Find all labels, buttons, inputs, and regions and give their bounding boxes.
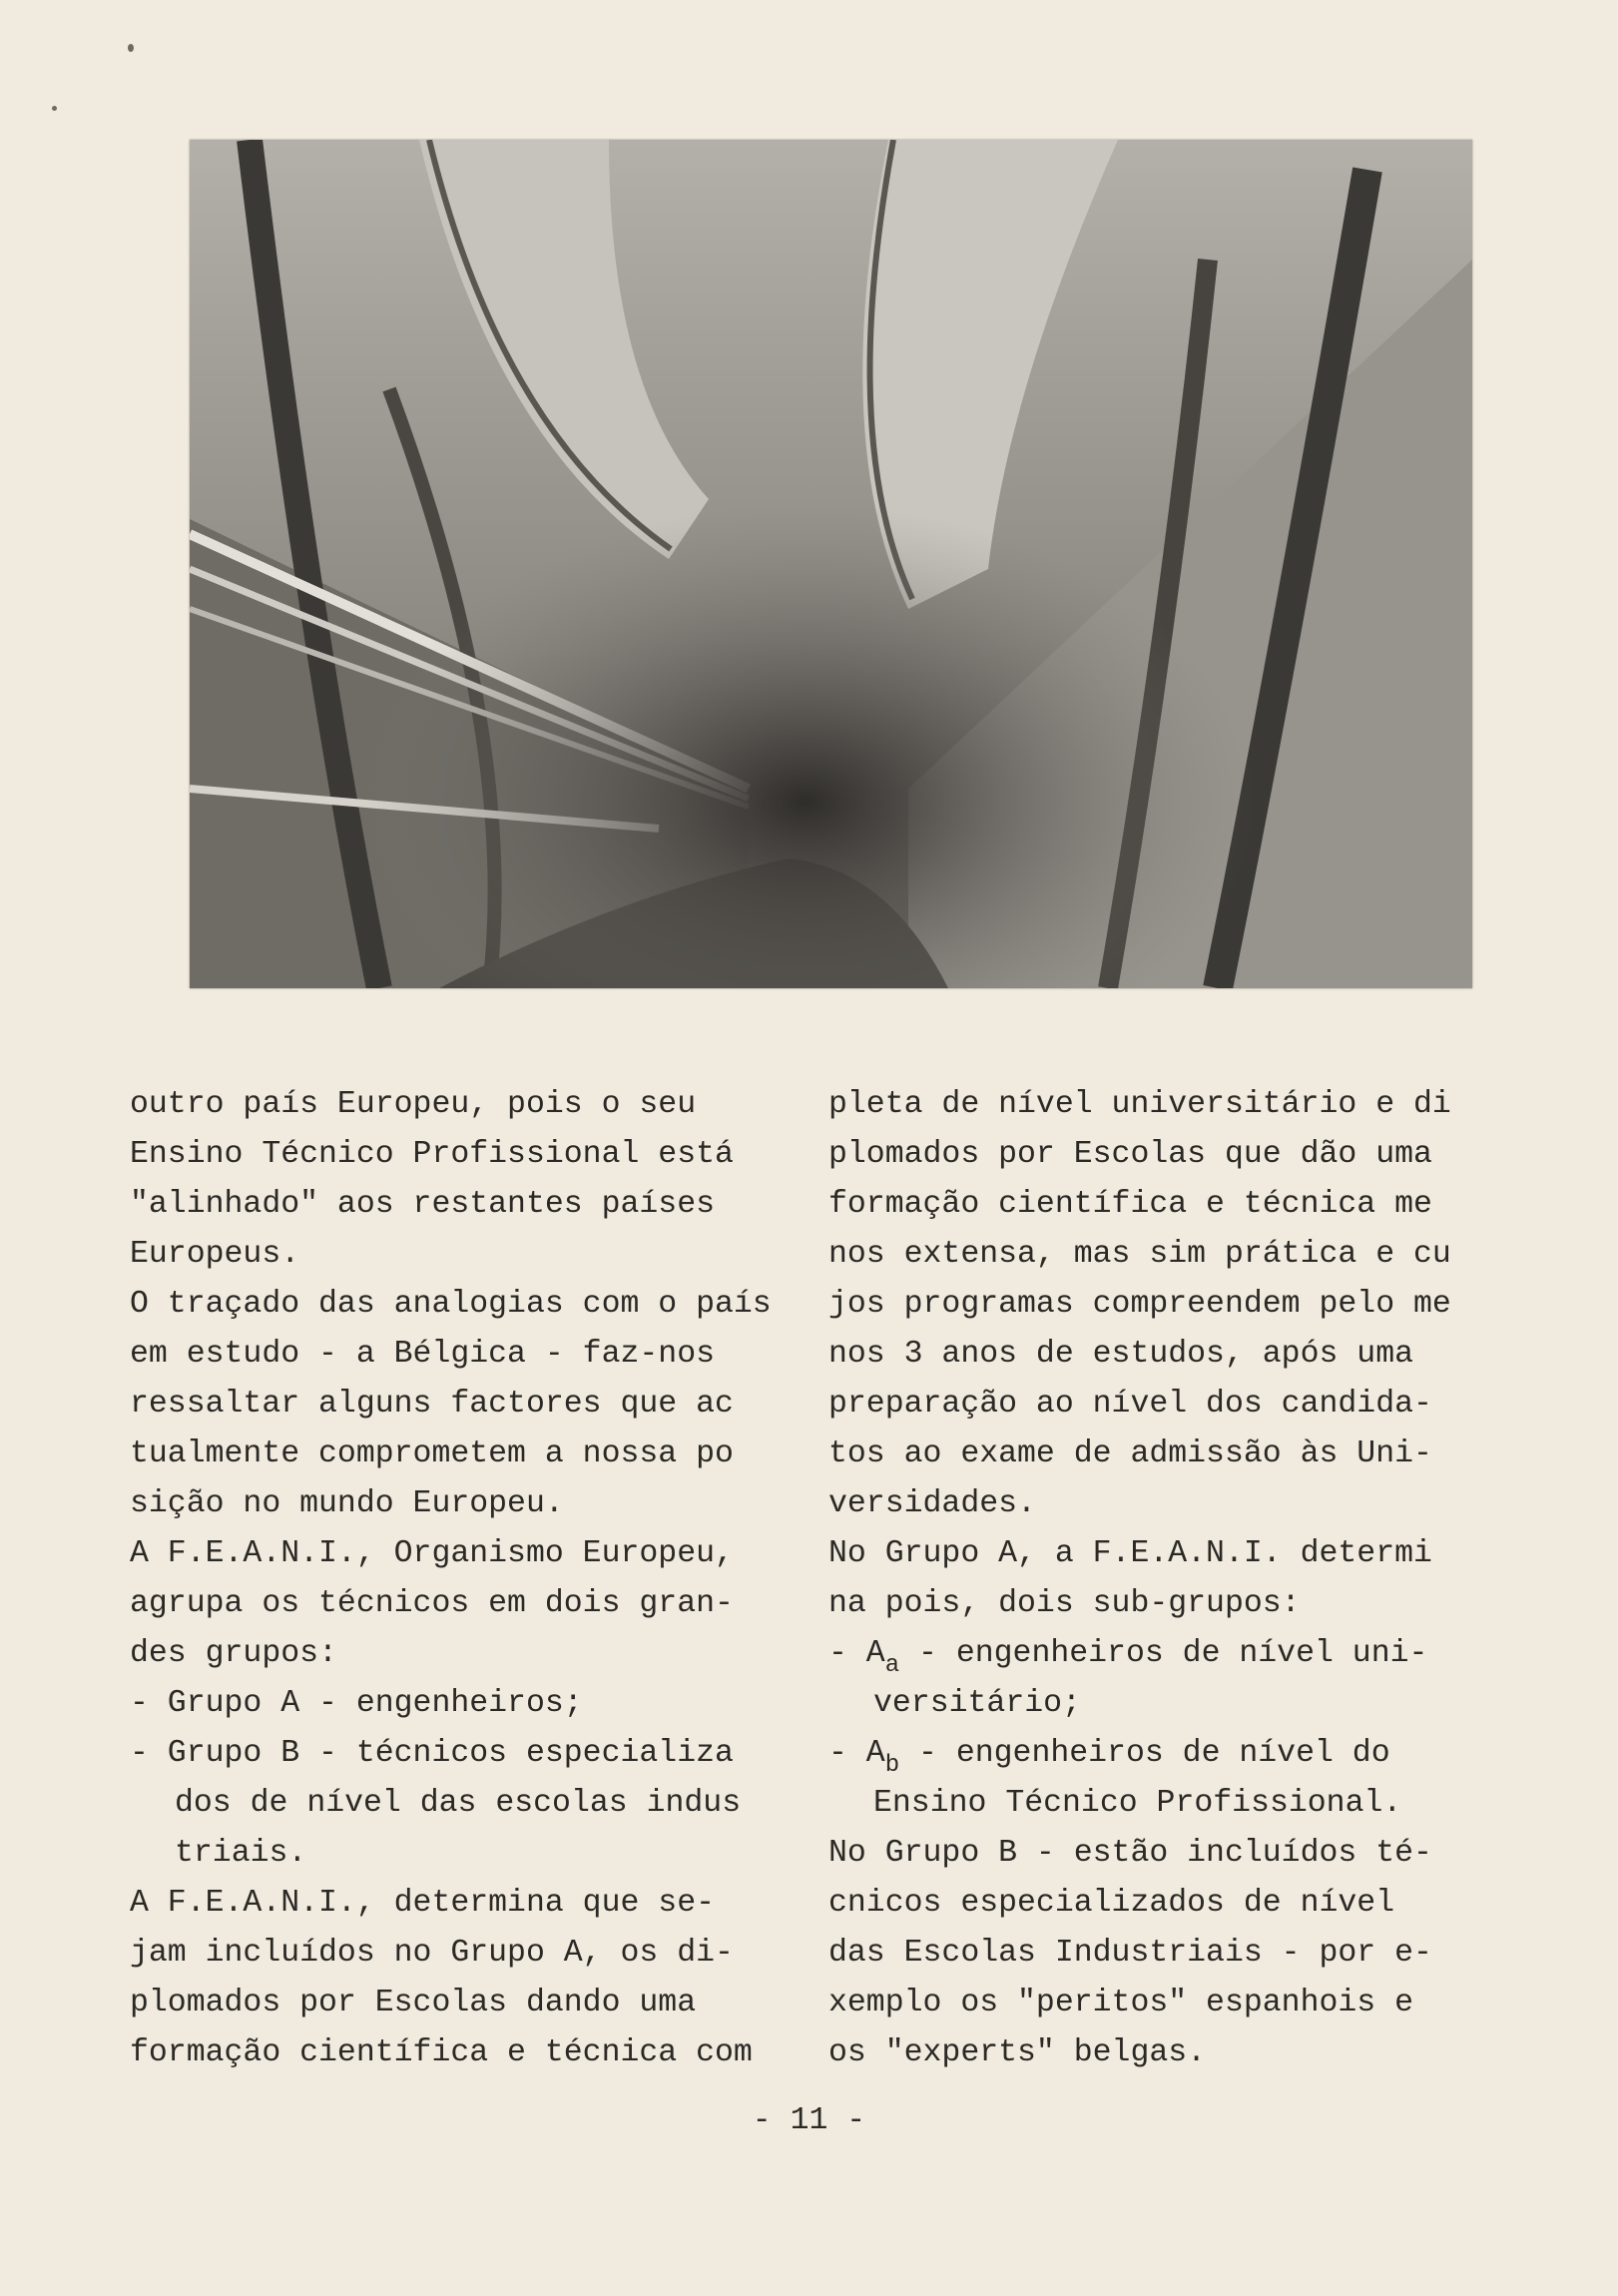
text-line: pleta de nível universitário e di bbox=[828, 1087, 1451, 1122]
text-line: No Grupo B - estão incluídos té- bbox=[828, 1836, 1432, 1871]
text-line: formação científica e técnica com bbox=[130, 2035, 753, 2070]
text-line: O traçado das analogias com o país bbox=[130, 1287, 772, 1322]
subgroup-text: - engenheiros de nível do bbox=[899, 1736, 1390, 1771]
text-line: das Escolas Industriais - por e- bbox=[828, 1936, 1432, 1971]
text-line: nos extensa, mas sim prática e cu bbox=[828, 1237, 1451, 1272]
text-line: formação científica e técnica me bbox=[828, 1187, 1432, 1222]
text-line: A F.E.A.N.I., Organismo Europeu, bbox=[130, 1536, 734, 1571]
text-line: plomados por Escolas dando uma bbox=[130, 1986, 697, 2020]
text-line: em estudo - a Bélgica - faz-nos bbox=[130, 1337, 715, 1372]
list-item-subgroup-ab bbox=[828, 1729, 1492, 1779]
text-line: sição no mundo Europeu. bbox=[130, 1486, 564, 1521]
text-line: plomados por Escolas que dão uma bbox=[828, 1137, 1432, 1172]
text-line: dos de nível das escolas indus bbox=[175, 1786, 742, 1821]
text-line: A F.E.A.N.I., determina que se- bbox=[130, 1886, 715, 1921]
page-number: - 11 - bbox=[752, 2103, 866, 2138]
subgroup-text: - engenheiros de nível uni- bbox=[899, 1636, 1428, 1671]
subgroup-subscript: b bbox=[884, 1752, 900, 1779]
text-line: Europeus. bbox=[130, 1237, 300, 1272]
subgroup-prefix: - A bbox=[828, 1636, 885, 1671]
text-line: "alinhado" aos restantes países bbox=[130, 1187, 715, 1222]
text-line: jam incluídos no Grupo A, os di- bbox=[130, 1936, 734, 1971]
text-line: agrupa os técnicos em dois gran- bbox=[130, 1586, 734, 1621]
text-line: os "experts" belgas. bbox=[828, 2035, 1207, 2070]
text-line: tualmente comprometem a nossa po bbox=[130, 1436, 734, 1471]
text-line: jos programas compreendem pelo me bbox=[828, 1287, 1451, 1322]
text-line: xemplo os "peritos" espanhois e bbox=[828, 1986, 1413, 2020]
right-text-column bbox=[828, 1080, 1492, 2078]
paper-speck bbox=[52, 106, 57, 111]
text-line: cnicos especializados de nível bbox=[828, 1886, 1395, 1921]
tunnel-photo bbox=[190, 140, 1472, 988]
subgroup-subscript: a bbox=[884, 1652, 900, 1679]
text-line: versidades. bbox=[828, 1486, 1036, 1521]
text-line: Ensino Técnico Profissional. bbox=[873, 1786, 1402, 1821]
paper-speck bbox=[128, 44, 134, 52]
list-item-group-b: - Grupo B - técnicos especializa bbox=[130, 1736, 734, 1771]
text-line: na pois, dois sub-grupos: bbox=[828, 1586, 1301, 1621]
text-line: triais. bbox=[175, 1836, 307, 1871]
text-line: des grupos: bbox=[130, 1636, 337, 1671]
text-line: Ensino Técnico Profissional está bbox=[130, 1137, 734, 1172]
list-item-subgroup-aa bbox=[828, 1629, 1492, 1679]
text-line: nos 3 anos de estudos, após uma bbox=[828, 1337, 1413, 1372]
text-line: preparação ao nível dos candida- bbox=[828, 1387, 1432, 1422]
text-line: versitário; bbox=[873, 1686, 1081, 1721]
text-line: ressaltar alguns factores que ac bbox=[130, 1387, 734, 1422]
text-line: tos ao exame de admissão às Uni- bbox=[828, 1436, 1432, 1471]
left-text-column bbox=[130, 1080, 789, 2078]
tunnel-photo-icon bbox=[190, 140, 1472, 988]
list-item-group-a: - Grupo A - engenheiros; bbox=[130, 1686, 583, 1721]
text-line: outro país Europeu, pois o seu bbox=[130, 1087, 697, 1122]
subgroup-prefix: - A bbox=[828, 1736, 885, 1771]
text-line: No Grupo A, a F.E.A.N.I. determi bbox=[828, 1536, 1432, 1571]
